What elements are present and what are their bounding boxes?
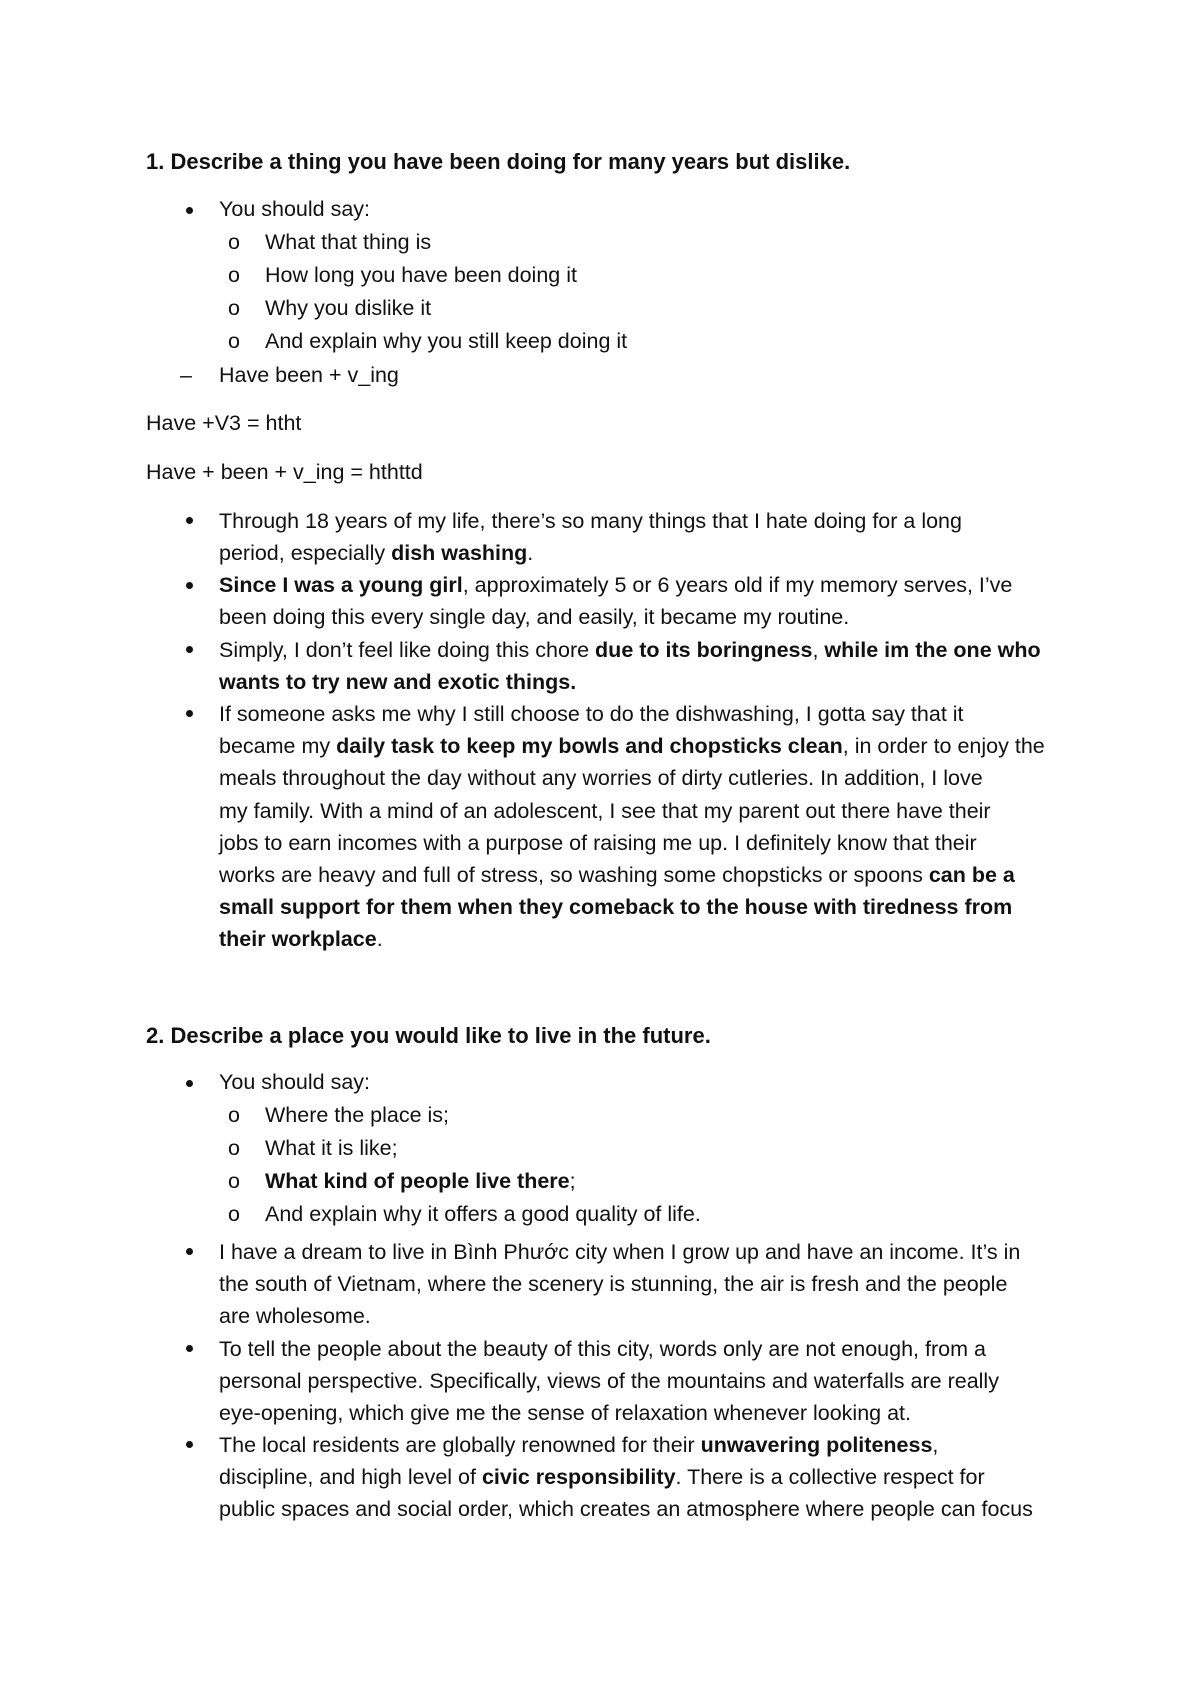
- text-run: the south of Vietnam, where the scenery is stunning, the air is fresh and the people: [219, 1272, 1008, 1297]
- bold-text-run: can be a: [928, 863, 1015, 888]
- paragraph-line: [219, 923, 1119, 955]
- paragraph-line: [219, 601, 1119, 633]
- text-run: public spaces and social order, which creates an atmosphere where people can focus: [219, 1497, 1033, 1522]
- sub-bullet-marker: o: [228, 329, 240, 353]
- text-run: became my: [219, 734, 337, 759]
- sub-bullet-marker: o: [228, 1202, 240, 1226]
- paragraph-line: [219, 1429, 1119, 1461]
- paragraph-line: [219, 698, 1119, 730]
- paragraph-line: [219, 762, 1119, 794]
- paragraph-line: [219, 666, 1119, 698]
- text-run: Simply, I don’t feel like doing this chore: [219, 638, 596, 662]
- bold-text-run: civic responsibility: [481, 1465, 676, 1490]
- sub-bullet-marker: o: [228, 1103, 240, 1127]
- paragraph-line: [219, 1268, 1119, 1300]
- text-run: To tell the people about the beauty of this city, words only are not enough, from a: [219, 1337, 986, 1361]
- paragraph-line: [219, 505, 1119, 537]
- formula-line: Have +V3 = htht: [146, 411, 302, 435]
- sub-bullet-marker: o: [228, 230, 240, 254]
- paragraph-line: [219, 1333, 1119, 1365]
- text-run: are wholesome.: [219, 1304, 371, 1329]
- text-run: Through 18 years of my life, there’s so many things that I hate doing for a long: [219, 509, 962, 533]
- paragraph-line: [219, 1365, 1119, 1397]
- text-run: ;: [569, 1169, 576, 1193]
- bold-text-run: small support for them when they comeback to the house with tiredness from: [219, 895, 1013, 920]
- prompt-item: Why you dislike it: [265, 296, 432, 320]
- text-run: The local residents are globally renowned for their: [219, 1433, 701, 1457]
- bullet-dot: [186, 582, 193, 589]
- dash-marker: –: [180, 363, 192, 387]
- prompt-item: [265, 1171, 576, 1193]
- text-run: period, especially: [219, 541, 392, 566]
- section-2-heading: 2. Describe a place you would like to live in the future.: [146, 1023, 711, 1048]
- bold-text-run: What kind of people live there: [265, 1169, 570, 1193]
- text-run: discipline, and high level of: [219, 1465, 482, 1490]
- text-run: my family. With a mind of an adolescent, I see that my parent out there have their: [219, 798, 991, 823]
- text-run: What it is like;: [265, 1136, 398, 1160]
- text-run: .: [527, 541, 534, 566]
- text-run: . There is a collective respect for: [675, 1465, 985, 1490]
- paragraph-line: [219, 634, 1119, 666]
- bullet-dot: [186, 1248, 193, 1255]
- prompt-item: [265, 1204, 701, 1226]
- sub-bullet-marker: o: [228, 1136, 240, 1160]
- paragraph-line: [219, 859, 1119, 891]
- text-run: personal perspective. Specifically, views of the mountains and waterfalls are really: [219, 1369, 999, 1394]
- text-run: , in order to enjoy the: [842, 734, 1045, 759]
- bullet-dot: [186, 710, 193, 717]
- bold-text-run: dish washing: [391, 541, 528, 566]
- bullet-dot: [186, 517, 193, 524]
- paragraph-line: [219, 569, 1119, 601]
- sub-bullet-marker: o: [228, 1169, 240, 1193]
- answer-paragraph: [219, 698, 1119, 956]
- bold-text-run: due to its boringness: [595, 638, 813, 662]
- paragraph-line: [219, 795, 1119, 827]
- bullet-dot: [186, 207, 193, 214]
- text-run: , approximately 5 or 6 years old if my memory serves, I’ve: [462, 573, 1013, 597]
- prompt-item: [265, 1138, 398, 1160]
- text-run: .: [376, 927, 383, 952]
- paragraph-line: [219, 891, 1119, 923]
- text-run: ,: [812, 638, 825, 662]
- formula-line: Have + been + v_ing = hthttd: [146, 460, 423, 484]
- bold-text-run: while im the one who: [824, 638, 1041, 662]
- sub-bullet-marker: o: [228, 296, 240, 320]
- text-run: ,: [932, 1433, 939, 1457]
- bold-text-run: their workplace: [219, 927, 377, 952]
- paragraph-line: [219, 1461, 1119, 1493]
- answer-paragraph: [219, 1429, 1119, 1526]
- bullet-dot: [186, 1441, 193, 1448]
- answer-paragraph: [219, 1236, 1119, 1333]
- text-run: eye-opening, which give me the sense of relaxation whenever looking at.: [219, 1401, 911, 1426]
- answer-paragraph: [219, 1333, 1119, 1430]
- text-run: And explain why it offers a good quality of life.: [265, 1202, 701, 1226]
- answer-paragraph: [219, 634, 1119, 698]
- paragraph-line: [219, 1397, 1119, 1429]
- text-run: I have a dream to live in Bình Phước city when I grow up and have an income. It’s in: [219, 1240, 1021, 1264]
- bold-text-run: wants to try new and exotic things.: [219, 670, 577, 695]
- answer-paragraph: [219, 505, 1119, 569]
- paragraph-line: [219, 1236, 1119, 1268]
- prompt-label: You should say:: [219, 1070, 371, 1094]
- prompt-label: You should say:: [219, 197, 371, 221]
- bullet-dot: [186, 646, 193, 653]
- bullet-dot: [186, 1080, 193, 1087]
- bold-text-run: daily task to keep my bowls and chopsticks clean: [336, 734, 843, 759]
- answer-paragraph: [219, 569, 1119, 633]
- text-run: If someone asks me why I still choose to do the dishwashing, I gotta say that it: [219, 702, 964, 726]
- bold-text-run: Since I was a young girl: [219, 573, 463, 597]
- prompt-item: And explain why you still keep doing it: [265, 329, 628, 353]
- bold-text-run: unwavering politeness: [700, 1433, 933, 1457]
- prompt-item: What that thing is: [265, 230, 432, 254]
- section-1-heading: 1. Describe a thing you have been doing for many years but dislike.: [146, 149, 851, 174]
- text-run: been doing this every single day, and easily, it became my routine.: [219, 605, 850, 630]
- prompt-item: How long you have been doing it: [265, 263, 577, 287]
- bullet-dot: [186, 1345, 193, 1352]
- paragraph-line: [219, 1493, 1119, 1525]
- paragraph-line: [219, 827, 1119, 859]
- paragraph-line: [219, 537, 1119, 569]
- prompt-item: [265, 1105, 449, 1127]
- dash-item: Have been + v_ing: [219, 363, 399, 387]
- text-run: works are heavy and full of stress, so washing some chopsticks or spoons: [219, 863, 929, 888]
- paragraph-line: [219, 730, 1119, 762]
- text-run: meals throughout the day without any worries of dirty cutleries. In addition, I love: [219, 766, 983, 791]
- paragraph-line: [219, 1300, 1119, 1332]
- text-run: jobs to earn incomes with a purpose of raising me up. I definitely know that their: [219, 830, 977, 855]
- sub-bullet-marker: o: [228, 263, 240, 287]
- text-run: Where the place is;: [265, 1103, 450, 1127]
